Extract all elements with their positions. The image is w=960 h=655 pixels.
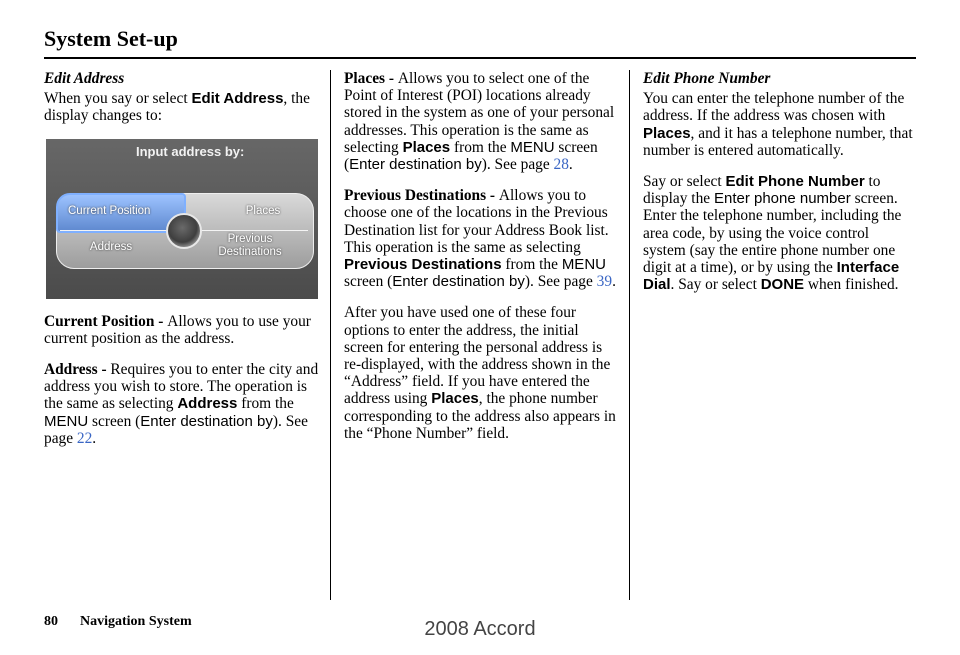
address-desc: Address - Requires you to enter the city and address you wish to store. The operation is the same as selecting Address from the MENU screen (Enter destination by). See page 22.	[44, 361, 319, 447]
current-position-button[interactable]: Current Position	[68, 204, 151, 217]
column-divider	[629, 70, 630, 600]
ui-term: Interface Dial	[643, 259, 900, 294]
page-link[interactable]: 39	[596, 273, 613, 291]
ui-term: MENU	[561, 256, 606, 274]
edit-phone-paragraph-2: Say or select Edit Phone Number to display the Enter phone number screen. Enter the telephone number, including the area code, by using the voice control system (say the entire phone number one digit at a time), or by using the Interface Dial. Say or select DONE when finished.	[643, 173, 902, 294]
places-button[interactable]: Places	[245, 204, 281, 217]
edit-phone-paragraph-1: You can enter the telephone number of the address. If the address was chosen with Places, and it has a telephone number, that number is entered automatically.	[643, 90, 913, 159]
ui-term: Address	[177, 395, 238, 413]
previous-destinations-desc: Previous Destinations - Allows you to choose one of the locations in the Previous Destination list for your Address Book list. This operation is the same as selecting Previous Destinations from the MENU screen (Enter destination by). See page 39.	[344, 187, 616, 291]
column-left	[44, 70, 320, 461]
ui-term: Places	[402, 138, 451, 156]
header-rule	[44, 57, 916, 59]
ui-term: Places	[643, 124, 691, 142]
ui-term: Previous Destinations	[344, 256, 502, 274]
ui-term: Places	[431, 390, 479, 408]
previous-destinations-button[interactable]: Previous Destinations	[218, 232, 282, 258]
ui-term: Edit Address	[191, 90, 284, 108]
edit-phone-heading: Edit Phone Number	[643, 70, 771, 87]
after-options-paragraph: After you have used one of these four options to enter the address, the initial screen for entering the personal address is re-displayed, with the address shown in the “Address” field. If you have entered the address using Places, the phone number corresponding to the address also appears in the “Phone Number” field.	[344, 304, 616, 442]
page-number: 80	[44, 614, 58, 629]
ui-term: DONE	[760, 276, 805, 294]
places-desc: Places - Allows you to select one of the Point of Interest (POI) locations already stored in the system as one of your personal addresses. This operation is the same as selecting Places from the MENU screen (Enter destination by). See page 28.	[344, 70, 615, 174]
ui-term: Enter phone number	[713, 190, 851, 208]
page-link[interactable]: 28	[553, 156, 569, 174]
column-right	[643, 70, 915, 307]
screen-title: Input address by:	[136, 143, 245, 159]
edit-address-intro: When you say or select Edit Address, the display changes to:	[44, 90, 310, 125]
page-title: System Set-up	[44, 26, 178, 51]
page-link[interactable]: 22	[76, 429, 93, 447]
column-middle	[344, 70, 620, 456]
input-address-screen	[46, 139, 318, 299]
ui-term: Edit Phone Number	[725, 173, 865, 191]
watermark: 2008 Accord	[424, 618, 536, 640]
ui-term: MENU	[44, 412, 89, 430]
interface-dial-icon	[166, 213, 202, 249]
current-position-desc: Current Position - Allows you to use your current position as the address.	[44, 312, 311, 347]
ui-term: MENU	[510, 138, 555, 156]
ui-term: Enter destination by	[140, 412, 273, 430]
edit-address-heading: Edit Address	[44, 70, 125, 87]
address-button[interactable]: Address	[89, 240, 133, 253]
ui-term: Enter destination by	[349, 156, 482, 174]
column-divider	[330, 70, 331, 600]
ui-term: Enter destination by	[392, 273, 525, 291]
footer-section-title: Navigation System	[80, 614, 192, 629]
